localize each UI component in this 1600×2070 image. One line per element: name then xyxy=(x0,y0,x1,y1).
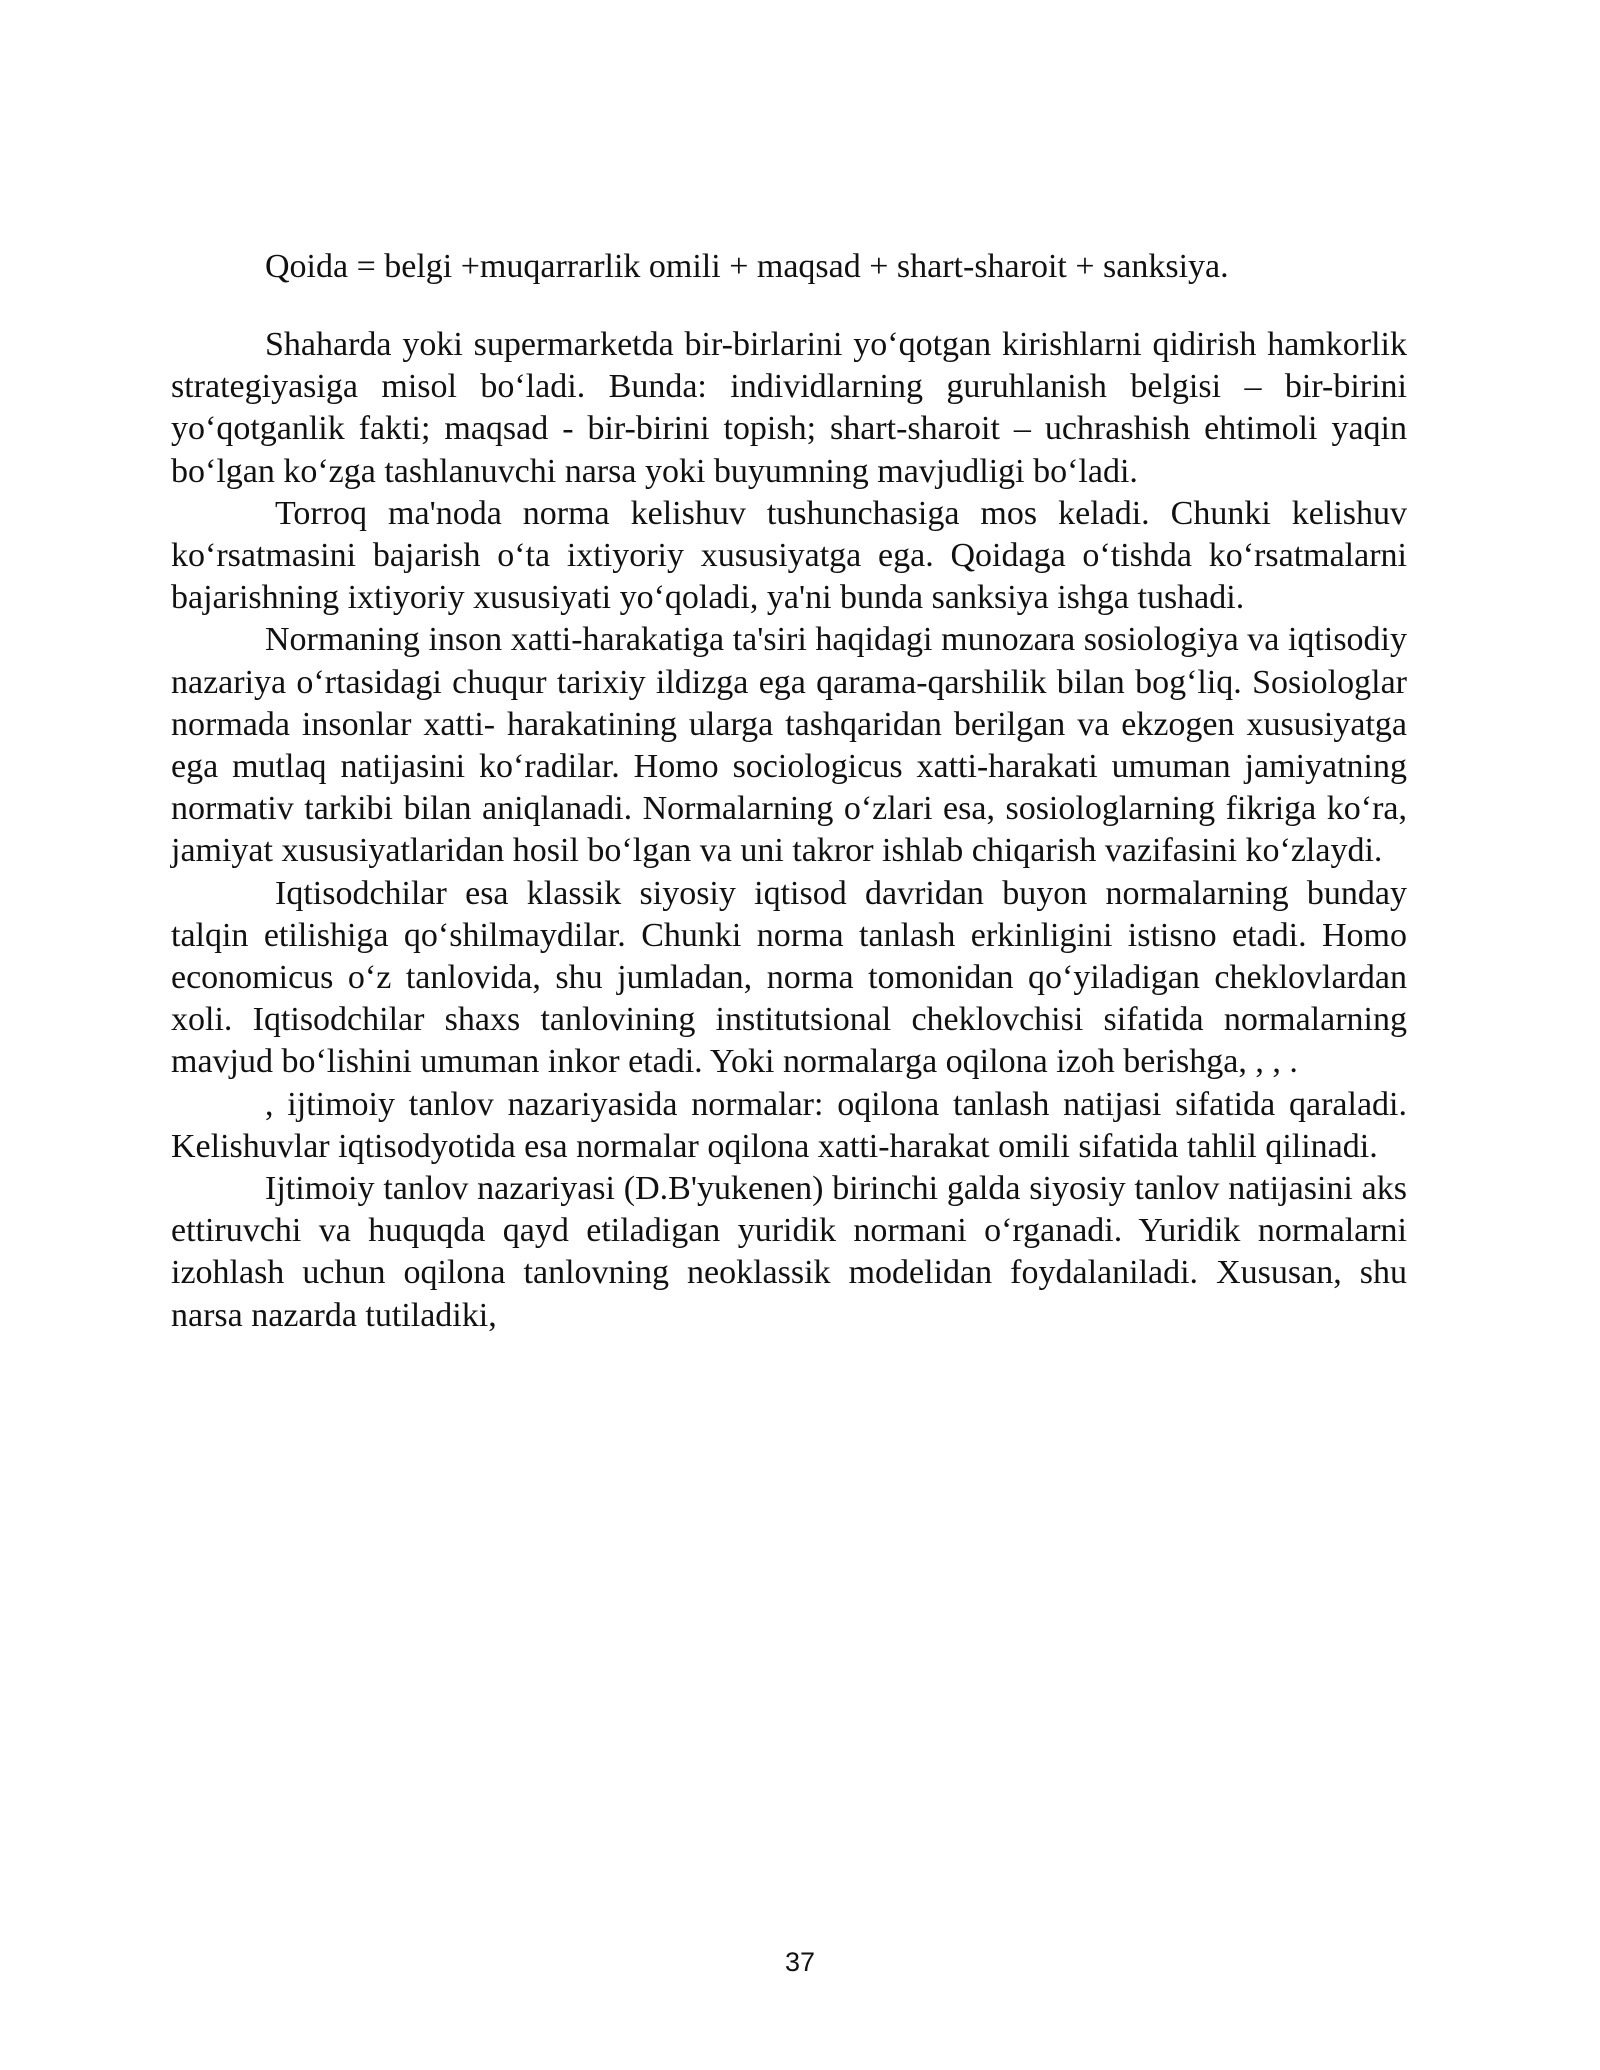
rule-formula: Qoida = belgi +muqarrarlik omili + maqsad + shart-sharoit + sanksiya. xyxy=(265,248,1229,285)
page-body xyxy=(171,246,1407,1337)
page-number: 37 xyxy=(784,1947,816,1977)
paragraph-supermarket-example: Shaharda yoki supermarketda bir-birlarini yo‘qotgan kirishlarni qidirish hamkorlik strategiyasiga misol bo‘ladi. Bunda: individlarning guruhlanish belgisi – bir-birini yo‘qotganlik fakti; maqsad - bir-birini topish; shart-sharoit – uchrashish ehtimoli yaqin bo‘lgan ko‘zga tashlanuvchi narsa yoki buyumning mavjudligi bo‘ladi. xyxy=(171,326,1407,490)
paragraph-norm-agreement: Torroq ma'noda norma kelishuv tushunchasiga mos keladi. Chunki kelishuv ko‘rsatmasini bajarish o‘ta ixtiyoriy xususiyatga ega. Qoidaga o‘tishda ko‘rsatmalarni bajarishning ixtiyoriy xususiyati yo‘qoladi, ya'ni bunda sanksiya ishga tushadi. xyxy=(171,494,1407,617)
paragraph-social-choice-theory: Ijtimoiy tanlov nazariyasi (D.B'yukenen) birinchi galda siyosiy tanlov natijasini aks ettiruvchi va huquqda qayd etiladigan yuridik normani o‘rganadi. Yuridik normalarni izohlash uchun oqilona tanlovning neoklassik modelidan foydalaniladi. Xususan, shu narsa nazarda tutiladiki, xyxy=(171,1170,1407,1334)
paragraph-sociology-debate: Normaning inson xatti-harakatiga ta'siri haqidagi munozara sosiologiya va iqtisodiy nazariya o‘rtasidagi chuqur tarixiy ildizga ega qarama-qarshilik bilan bog‘liq. Sosiologlar normada insonlar xatti- harakatining ularga tashqaridan berilgan va ekzogen xususiyatga ega mutlaq natijasini ko‘radilar. Homo sociologicus xatti-harakati umuman jamiyatning normativ tarkibi bilan aniqlanadi. Normalarning o‘zlari esa, sosiologlarning fikriga ko‘ra, jamiyat xususiyatlaridan hosil bo‘lgan va uni takror ishlab chiqarish vazifasini ko‘zlaydi. xyxy=(171,621,1407,870)
paragraph-social-choice-norms: , ijtimoiy tanlov nazariyasida normalar: oqilona tanlash natijasi sifatida qaraladi. Kelishuvlar iqtisodyotida esa normalar oqilona xatti-harakat omili sifatida tahlil qilinadi. xyxy=(171,1085,1407,1165)
paragraph-economists-view: Iqtisodchilar esa klassik siyosiy iqtisod davridan buyon normalarning bunday talqin etilishiga qo‘shilmaydilar. Chunki norma tanlash erkinligini istisno etadi. Homo economicus o‘z tanlovida, shu jumladan, norma tomonidan qo‘yiladigan cheklovlardan xoli. Iqtisodchilar shaxs tanlovining institutsional cheklovchisi sifatida normalarning mavjud bo‘lishini umuman inkor etadi. Yoki normalarga oqilona izoh berishga, , , . xyxy=(171,874,1407,1081)
